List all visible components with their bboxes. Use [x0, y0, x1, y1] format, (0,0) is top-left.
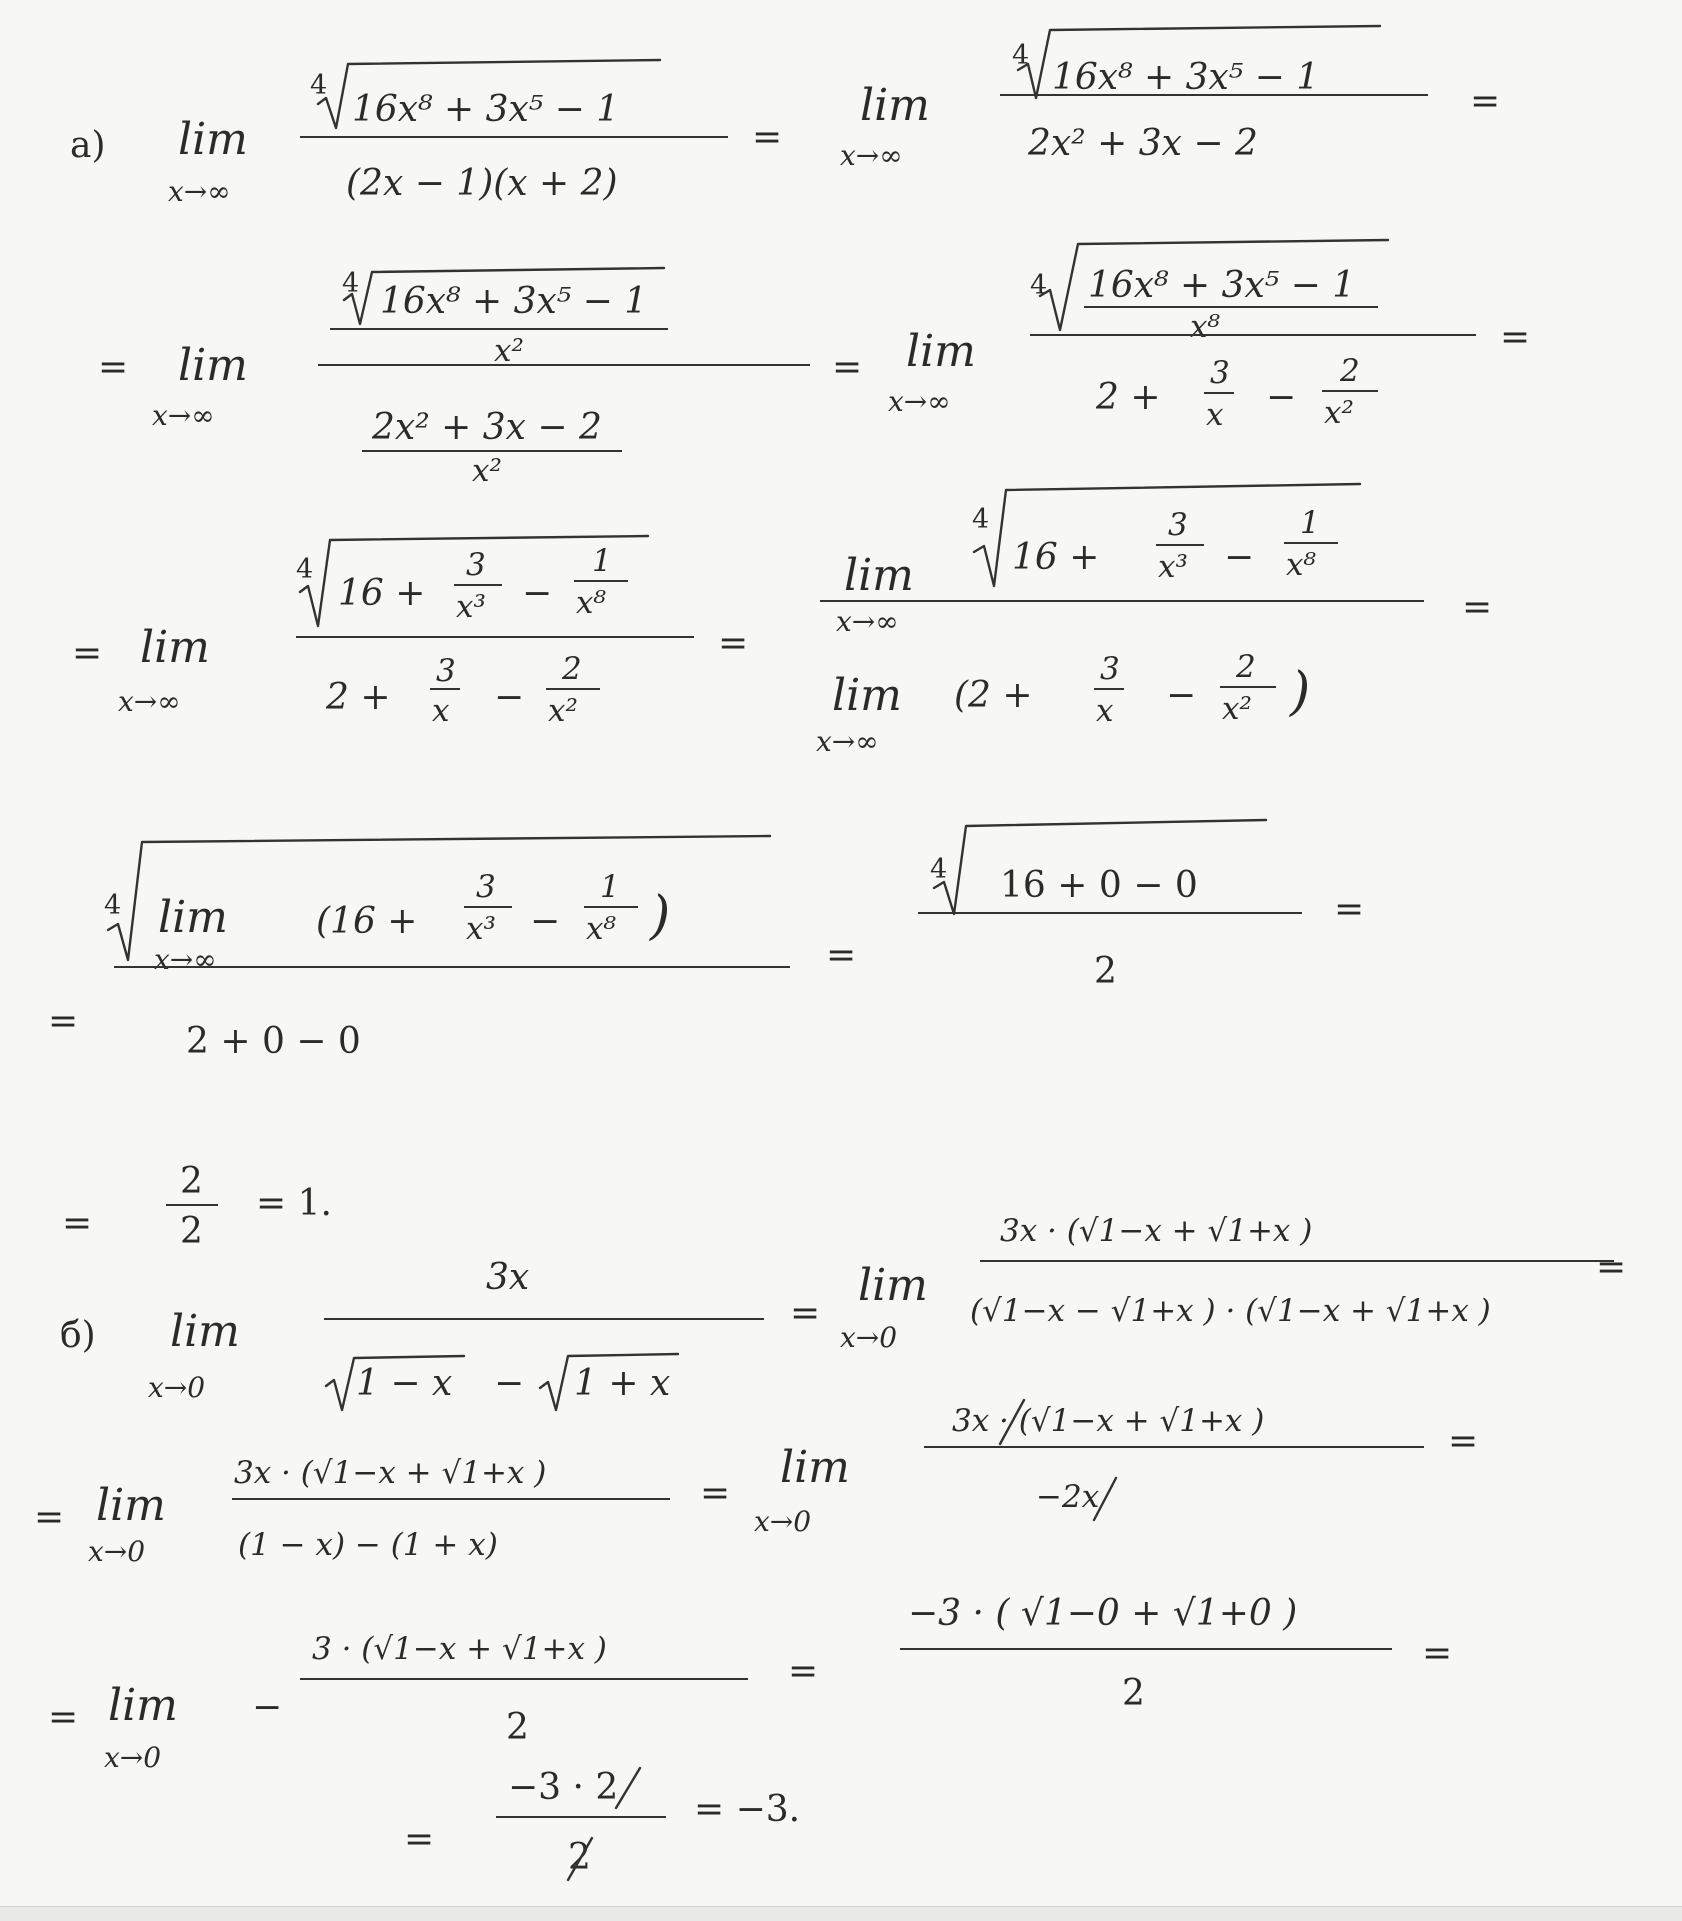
a3b-rad-bar-2 [1284, 542, 1338, 544]
b2-numerator: 3x · (√1−x + √1+x ) [234, 1455, 547, 1491]
b4-result: = −3. [694, 1789, 801, 1830]
eq-b4-start: = [404, 1819, 435, 1860]
a3b-den-bar-2 [1220, 686, 1276, 688]
a3b-rad-c: x³ [1158, 549, 1188, 585]
a2-den-bar [362, 450, 622, 452]
a2b-den-c: x [1206, 397, 1224, 433]
a1b-fraction-bar [1000, 94, 1428, 96]
root-index-a3b: 4 [972, 504, 990, 535]
lim-a1b-sub: x→∞ [840, 139, 903, 172]
eq-a3: = [718, 623, 749, 664]
b3-denominator: 2 [506, 1707, 529, 1748]
a2b-radicand-denominator: x⁸ [1190, 309, 1220, 345]
lim-a3: lim [140, 622, 210, 673]
a3b-rad-a: 16 + [1012, 537, 1100, 578]
a3-den-c: x [432, 693, 450, 729]
a3b-den-b: 3 [1100, 651, 1120, 687]
root-index-a2: 4 [342, 268, 360, 299]
lim-b1: lim [170, 1306, 240, 1357]
lim-b3: lim [108, 1680, 178, 1731]
a5-numerator: 2 [180, 1161, 203, 1202]
a4-denominator: 2 + 0 − 0 [186, 1021, 361, 1062]
a3-main-bar [296, 636, 694, 638]
a4-main-bar [114, 966, 790, 968]
eq-a3-start: = [72, 633, 103, 674]
a4-rad-c: x³ [466, 911, 496, 947]
eq-a3b: = [1462, 587, 1493, 628]
b4-fraction-bar [496, 1816, 666, 1818]
b1-den-c: 1 + x [574, 1363, 671, 1404]
lim-a2b: lim [906, 326, 976, 377]
eq-b3-start: = [48, 1697, 79, 1738]
a4b-denominator: 2 [1094, 951, 1117, 992]
a3-den-b: 3 [436, 653, 456, 689]
eq-b1: = [790, 1293, 821, 1334]
a2b-main-bar [1030, 334, 1476, 336]
a4b-main-bar [918, 912, 1302, 914]
root-index-a3: 4 [296, 554, 314, 585]
lim-b2-sub: x→0 [88, 1535, 146, 1568]
a5-result: = 1. [256, 1183, 332, 1224]
b3-minus: − [252, 1687, 283, 1728]
b1b-fraction-bar [980, 1260, 1614, 1262]
a3-rad-bar-1 [454, 584, 502, 586]
lim-a1-sub: x→∞ [168, 175, 231, 208]
eq-b1b: = [1596, 1247, 1627, 1288]
a3b-rad-b: 3 [1168, 507, 1188, 543]
a2-den-numerator: 2x² + 3x − 2 [372, 407, 602, 448]
a3b-den-close: ) [1290, 662, 1311, 722]
a3-rad-f: x⁸ [576, 585, 606, 621]
a3-rad-c: x³ [456, 589, 486, 625]
b1b-numerator: 3x · (√1−x + √1+x ) [1000, 1213, 1313, 1249]
b1b-denominator: (√1−x − √1+x ) · (√1−x + √1+x ) [970, 1293, 1491, 1329]
a4-rad-e: 1 [600, 869, 620, 905]
cancel-mark-b4-num [616, 1768, 640, 1808]
a2b-den-bar-2 [1322, 390, 1378, 392]
a3-den-d: − [494, 677, 525, 718]
eq-a2b: = [1500, 317, 1531, 358]
a2b-radicand-bar [1084, 306, 1378, 308]
lim-a1: lim [178, 114, 248, 165]
a4b-radicand: 16 + 0 − 0 [1000, 865, 1198, 906]
b3b-numerator: −3 · ( √1−0 + √1+0 ) [908, 1593, 1298, 1634]
eq-a2: = [832, 347, 863, 388]
b4-numerator: −3 · 2 [508, 1767, 619, 1808]
a3b-rad-bar-1 [1156, 544, 1204, 546]
a3b-rad-f: x⁸ [1286, 547, 1316, 583]
a4-rad-close: ) [650, 886, 671, 946]
b4-denominator: 2 [568, 1837, 591, 1878]
lim-a2-sub: x→∞ [152, 399, 215, 432]
lim-a3b-top: lim [844, 550, 914, 601]
b2b-denominator: −2x [1036, 1479, 1100, 1515]
lim-b3-sub: x→0 [104, 1741, 162, 1774]
lim-b1b-sub: x→0 [840, 1321, 898, 1354]
a3-rad-b: 3 [466, 547, 486, 583]
b1-numerator: 3x [486, 1257, 530, 1298]
b2b-fraction-bar [924, 1446, 1424, 1448]
eq-a5-start: = [62, 1203, 93, 1244]
a3-den-e: 2 [562, 651, 582, 687]
a2b-den-a: 2 + [1096, 377, 1161, 418]
a2b-radicand-numerator: 16x⁸ + 3x⁵ − 1 [1088, 265, 1356, 306]
page-bottom-edge [0, 1906, 1682, 1921]
eq-b3b: = [1422, 1633, 1453, 1674]
b1-den-a: 1 − x [356, 1363, 453, 1404]
a1-denominator: (2x − 1)(x + 2) [346, 163, 618, 204]
a2b-den-d: − [1266, 377, 1297, 418]
lim-b1b: lim [858, 1260, 928, 1311]
a4-rad-bar-2 [584, 906, 638, 908]
lim-a3-sub: x→∞ [118, 685, 181, 718]
a2b-den-f: x² [1324, 395, 1354, 431]
a2-inner-numerator: 16x⁸ + 3x⁵ − 1 [380, 281, 648, 322]
root-index-a2b: 4 [1030, 270, 1048, 301]
lim-a3b-bottom: lim [832, 670, 902, 721]
root-index-a1: 4 [310, 70, 328, 101]
eq-b2: = [700, 1473, 731, 1514]
root-index-a4b: 4 [930, 854, 948, 885]
a3-den-bar-1 [430, 688, 460, 690]
eq-b2-start: = [34, 1497, 65, 1538]
a2-inner-bar [330, 328, 668, 330]
a3b-rad-e: 1 [1300, 505, 1320, 541]
b3-numerator: 3 · (√1−x + √1+x ) [312, 1631, 607, 1667]
a5-denominator: 2 [180, 1211, 203, 1252]
eq-a1b: = [1470, 81, 1501, 122]
a3b-den-c: x [1096, 693, 1114, 729]
lim-a3b-top-sub: x→∞ [836, 605, 899, 638]
a4-rad-f: x⁸ [586, 911, 616, 947]
eq-b2b: = [1448, 1421, 1479, 1462]
b3b-denominator: 2 [1122, 1673, 1145, 1714]
eq-a1: = [752, 117, 783, 158]
a3b-den-e: 2 [1236, 649, 1256, 685]
a3b-den-open: (2 + [954, 675, 1033, 716]
lim-a2: lim [178, 340, 248, 391]
a3b-den-f: x² [1222, 691, 1252, 727]
a2-inner-denominator: x² [494, 333, 524, 369]
a3b-main-bar [820, 600, 1424, 602]
eq-a4b: = [1334, 889, 1365, 930]
a2-den-denominator: x² [472, 453, 502, 489]
b2b-numerator: 3x · (√1−x + √1+x ) [952, 1403, 1265, 1439]
part-b-label: б) [60, 1315, 96, 1356]
lim-a4: lim [158, 892, 228, 943]
a2b-den-e: 2 [1340, 353, 1360, 389]
a3-rad-e: 1 [592, 543, 612, 579]
lim-a3b-bottom-sub: x→∞ [816, 725, 879, 758]
a2b-den-b: 3 [1210, 355, 1230, 391]
eq-a2-start: = [98, 347, 129, 388]
a2-main-bar [318, 364, 810, 366]
a4-rad-b: 3 [476, 869, 496, 905]
root-index-a1b: 4 [1012, 40, 1030, 71]
a2b-den-bar-1 [1204, 392, 1234, 394]
root-index-a4: 4 [104, 890, 122, 921]
lim-b2: lim [96, 1480, 166, 1531]
part-a-label: а) [70, 125, 106, 166]
a3-rad-bar-2 [574, 580, 628, 582]
a3-den-a: 2 + [326, 677, 391, 718]
a1b-numerator: 16x⁸ + 3x⁵ − 1 [1052, 57, 1320, 98]
a4-rad-d: − [530, 901, 561, 942]
a5-fraction-bar [166, 1204, 218, 1206]
b2-fraction-bar [232, 1498, 670, 1500]
b2-denominator: (1 − x) − (1 + x) [238, 1527, 498, 1563]
a3-den-f: x² [548, 693, 578, 729]
lim-b2b-sub: x→0 [754, 1505, 812, 1538]
a3b-rad-d: − [1224, 537, 1255, 578]
a3-rad-d: − [522, 573, 553, 614]
lim-a2b-sub: x→∞ [888, 385, 951, 418]
a3-rad-a: 16 + [338, 573, 426, 614]
a1-fraction-bar [300, 136, 728, 138]
b1-fraction-bar [324, 1318, 764, 1320]
b3b-fraction-bar [900, 1648, 1392, 1650]
lim-a1b: lim [860, 80, 930, 131]
a3-den-bar-2 [546, 688, 600, 690]
eq-b3: = [788, 1651, 819, 1692]
a1b-denominator: 2x² + 3x − 2 [1028, 123, 1258, 164]
b3-fraction-bar [300, 1678, 748, 1680]
eq-a4: = [826, 935, 857, 976]
eq-a4-start: = [48, 1001, 79, 1042]
lim-b2b: lim [780, 1442, 850, 1493]
a4-rad-open: (16 + [316, 901, 418, 942]
a3b-den-bar-1 [1094, 688, 1124, 690]
lim-a4-sub: x→∞ [154, 943, 217, 976]
a4-rad-bar-1 [464, 906, 512, 908]
lim-b1-sub: x→0 [148, 1371, 206, 1404]
a1-numerator: 16x⁸ + 3x⁵ − 1 [352, 89, 620, 130]
a3b-den-d: − [1166, 675, 1197, 716]
b1-den-b: − [494, 1363, 525, 1404]
